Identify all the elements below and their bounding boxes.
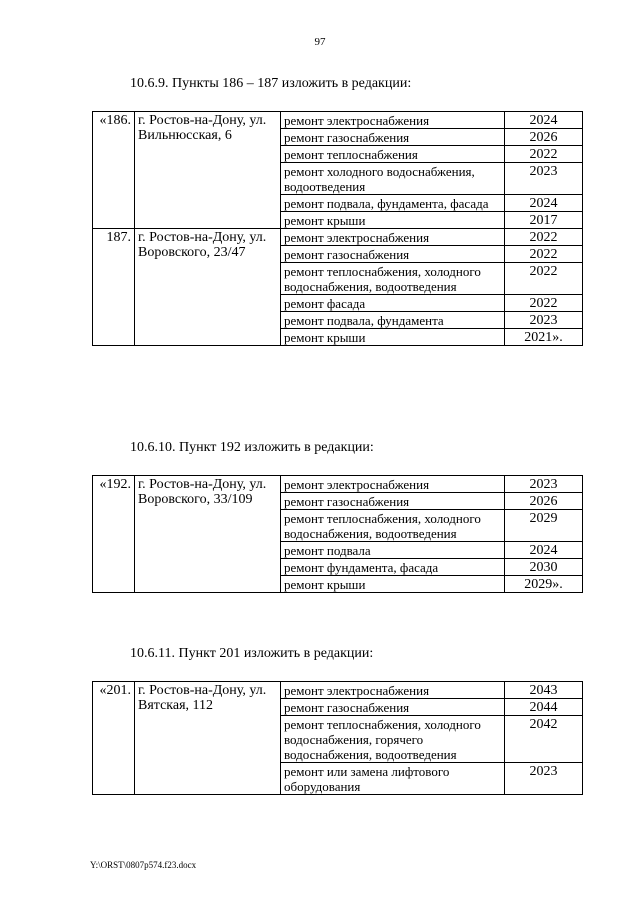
work-name: ремонт крыши xyxy=(281,212,505,229)
work-year: 2022 xyxy=(505,229,583,246)
work-year: 2030 xyxy=(505,559,583,576)
work-year: 2023 xyxy=(505,476,583,493)
work-name: ремонт холодного водоснабжения, водоотведения xyxy=(281,163,505,195)
work-year: 2029». xyxy=(505,576,583,593)
work-year: 2044 xyxy=(505,699,583,716)
work-year: 2023 xyxy=(505,163,583,195)
item-address: г. Ростов-на-Дону, ул. Вильнюсская, 6 xyxy=(135,112,281,229)
work-name: ремонт теплоснабжения, холодного водоснабжения, водоотведения xyxy=(281,263,505,295)
work-year: 2043 xyxy=(505,682,583,699)
work-name: ремонт подвала, фундамента xyxy=(281,312,505,329)
works-table xyxy=(92,475,583,593)
page-number: 97 xyxy=(314,36,326,48)
work-year: 2026 xyxy=(505,129,583,146)
work-year: 2022 xyxy=(505,146,583,163)
item-number: «201. xyxy=(93,682,135,795)
work-name: ремонт электроснабжения xyxy=(281,476,505,493)
work-name: ремонт фундамента, фасада xyxy=(281,559,505,576)
work-name: ремонт или замена лифтового оборудования xyxy=(281,763,505,795)
work-year: 2024 xyxy=(505,112,583,129)
section-heading: 10.6.9. Пункты 186 – 187 изложить в редакции: xyxy=(130,76,412,91)
section-heading: 10.6.10. Пункт 192 изложить в редакции: xyxy=(130,440,374,455)
work-year: 2022 xyxy=(505,295,583,312)
work-year: 2017 xyxy=(505,212,583,229)
work-year: 2029 xyxy=(505,510,583,542)
section-heading: 10.6.11. Пункт 201 изложить в редакции: xyxy=(130,646,374,661)
table-row xyxy=(93,476,583,493)
work-year: 2024 xyxy=(505,542,583,559)
work-name: ремонт газоснабжения xyxy=(281,493,505,510)
item-number: «186. xyxy=(93,112,135,229)
item-address: г. Ростов-на-Дону, ул. Вятская, 112 xyxy=(135,682,281,795)
work-name: ремонт подвала xyxy=(281,542,505,559)
item-number: «192. xyxy=(93,476,135,593)
item-address: г. Ростов-на-Дону, ул. Воровского, 33/109 xyxy=(135,476,281,593)
work-year: 2026 xyxy=(505,493,583,510)
work-name: ремонт теплоснабжения xyxy=(281,146,505,163)
file-path-footer: Y:\ORST\0807p574.f23.docx xyxy=(90,860,197,870)
work-name: ремонт газоснабжения xyxy=(281,246,505,263)
works-table xyxy=(92,111,583,346)
work-name: ремонт фасада xyxy=(281,295,505,312)
work-name: ремонт электроснабжения xyxy=(281,112,505,129)
work-name: ремонт газоснабжения xyxy=(281,699,505,716)
work-year: 2022 xyxy=(505,246,583,263)
work-name: ремонт теплоснабжения, холодного водоснабжения, горячего водоснабжения, водоотведения xyxy=(281,716,505,763)
work-name: ремонт теплоснабжения, холодного водоснабжения, водоотведения xyxy=(281,510,505,542)
work-name: ремонт крыши xyxy=(281,329,505,346)
work-year: 2023 xyxy=(505,763,583,795)
table-row xyxy=(93,229,583,246)
work-year: 2021». xyxy=(505,329,583,346)
work-name: ремонт электроснабжения xyxy=(281,229,505,246)
work-name: ремонт подвала, фундамента, фасада xyxy=(281,195,505,212)
item-number: 187. xyxy=(93,229,135,346)
work-year: 2022 xyxy=(505,263,583,295)
item-address: г. Ростов-на-Дону, ул. Воровского, 23/47 xyxy=(135,229,281,346)
table-row xyxy=(93,682,583,699)
table-row xyxy=(93,112,583,129)
work-name: ремонт электроснабжения xyxy=(281,682,505,699)
work-name: ремонт крыши xyxy=(281,576,505,593)
work-name: ремонт газоснабжения xyxy=(281,129,505,146)
works-table xyxy=(92,681,583,795)
work-year: 2042 xyxy=(505,716,583,763)
work-year: 2023 xyxy=(505,312,583,329)
work-year: 2024 xyxy=(505,195,583,212)
